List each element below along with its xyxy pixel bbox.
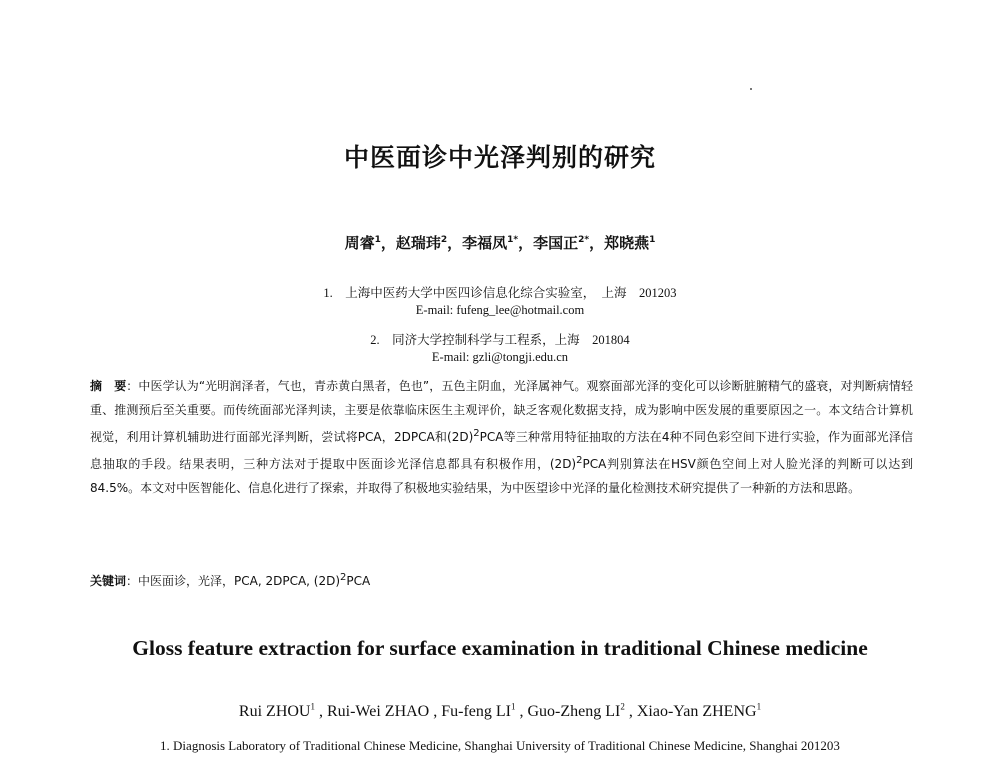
author-mark: 1 — [511, 701, 516, 712]
author-en: Rui-Wei ZHAO — [326, 703, 430, 720]
affiliation-2-line: 2. 同济大学控制科学与工程系，上海 201804 — [370, 333, 630, 347]
keywords-text: ：中医面诊，光泽，PCA, 2DPCA, (2D) — [126, 574, 341, 588]
author-cn: 周睿 — [344, 234, 375, 252]
author-cn: 郑晓燕 — [604, 234, 650, 252]
english-author-list: Rui ZHOU$^1$ , Rui-Wei ZHAO , Fu-feng $LI^1$ , Guo-Zheng $LI^2$ , Xiao-Yan ZHENG$^1$ — [238, 701, 762, 720]
abstract-sup-2: 2 — [576, 455, 583, 466]
author-mark: 1 — [310, 701, 315, 712]
author-mark: 1 — [374, 235, 381, 245]
author-cn: 李国正 — [533, 234, 579, 252]
english-affiliation-1: 1. Diagnosis Laboratory of Traditional Chinese Medicine, Shanghai University of Traditional Chinese Medicine, Shanghai 201203 — [160, 738, 840, 753]
affiliation-1 — [0, 285, 1000, 319]
author-en: Guo-Zheng LI — [527, 703, 621, 720]
scan-speck — [750, 88, 752, 90]
english-title: Gloss feature extraction for surface examination in traditional Chinese medicine — [132, 636, 868, 660]
abstract-label: 摘 要 — [90, 379, 127, 393]
author-mark: 2* — [578, 235, 590, 245]
author-mark: 1 — [649, 235, 656, 245]
abstract-text-1: ：中医学认为“光明润泽者，气也，青赤黄白黑者，色也”，五色主阴血，光泽属神气。观察面部光泽的变化可以诊断脏腑精气的盛衰，对判断病情轻重、推测预后至关重要。而传统面部光泽判读，主要是依靠临床医生主观评价，缺乏客观化数据支持，成为影响中医发展的重要原因之一。本文结合计算机视觉，利用计算机辅助进行面部光泽判断，尝试将PCA，2DPCA和(2D) — [90, 379, 913, 444]
author-cn: 李福凤 — [462, 234, 508, 252]
chinese-author-list: 周睿$^1$，赵瑞玮$^2$，李福凤$^{1*}$，李国正$^{2*}$，郑晓燕$^1$ — [344, 234, 656, 252]
keywords-sup: 2 — [340, 572, 347, 583]
keywords — [90, 568, 913, 591]
affiliation-1-line: 1. 上海中医药大学中医四诊信息化综合实验室， 上海 201203 — [323, 286, 677, 300]
author-mark: 1* — [507, 235, 519, 245]
author-mark: 2 — [620, 701, 625, 712]
affiliation-2-email: E-mail: gzli@tongji.edu.cn — [431, 350, 569, 364]
keywords-tail: PCA — [346, 574, 371, 588]
keywords-label: 关键词 — [90, 574, 127, 588]
author-en: Fu-feng LI — [441, 703, 511, 720]
abstract-sup-1: 2 — [473, 428, 480, 439]
affiliation-1-email: E-mail: fufeng_lee@hotmail.com — [415, 303, 585, 317]
author-en: Rui ZHOU — [238, 703, 311, 720]
author-mark: 2 — [440, 235, 448, 245]
chinese-title: 中医面诊中光泽判别的研究 — [343, 143, 656, 172]
affiliation-2 — [0, 332, 1000, 366]
abstract-text-3: PCA判别算法在HSV颜色空间上对人脸光泽的判断可以达到84.5%。本文对中医智能化、信息化进行了探索，并取得了积极地实验结果，为中医望诊中光泽的量化检测技术研究提供了一种新的方法和思路。 — [90, 457, 913, 495]
author-en: Xiao-Yan ZHENG — [636, 703, 757, 720]
author-cn: 赵瑞玮 — [395, 234, 441, 252]
abstract — [90, 374, 913, 500]
abstract-text-2: PCA等三种常用特征抽取的方法在4种不同色彩空间下进行实验，作为面部光泽信息抽取的手段。结果表明，三种方法对于提取中医面诊光泽信息都具有积极作用，(2D) — [90, 430, 914, 471]
author-mark: 1 — [756, 701, 762, 712]
